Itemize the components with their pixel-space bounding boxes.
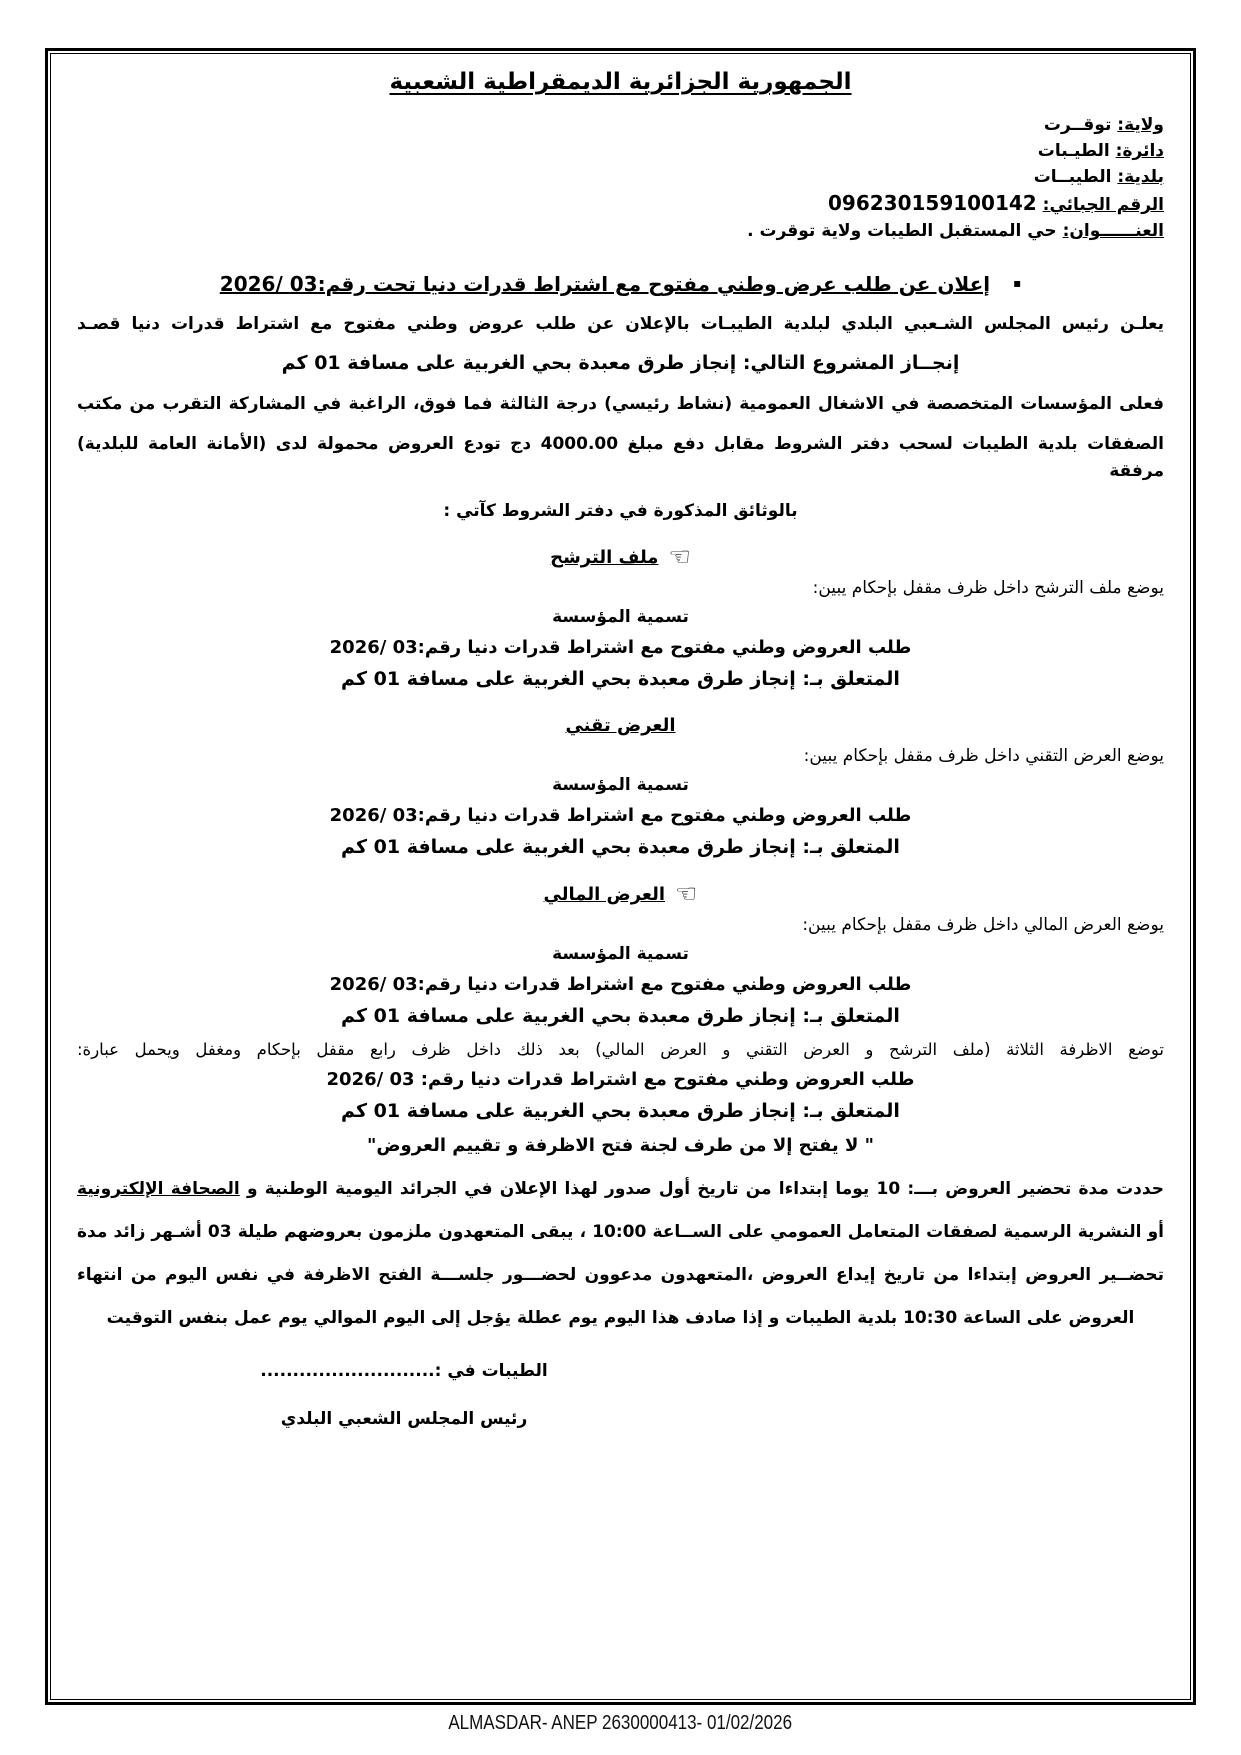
tax-number-value: 096230159100142	[827, 191, 1037, 215]
signature-block	[244, 1358, 564, 1432]
tender-reference-line: طلب العروض وطني مفتوح مع اشتراط قدرات دنيا رقم:03 /2026	[329, 637, 912, 658]
candidacy-envelope-instruction: يوضع ملف الترشح داخل ظرف مقفل بإحكام يبين:	[812, 578, 1164, 598]
wilaya-line	[77, 112, 1164, 138]
combined-envelopes-instruction: توضع الاظرفة الثلاثة (ملف الترشح و العرض التقني و العرض المالي) بعد ذلك داخل ظرف رابع مقفل بإحكام ومغفل ويحمل عبارة:	[77, 1040, 1164, 1059]
hand-pointer-icon: ☜	[675, 879, 698, 908]
section-financial-heading	[77, 879, 1164, 910]
square-bullet-icon: ▪	[1013, 276, 1022, 290]
anep-footer-text: ALMASDAR- ANEP 2630000413- 01/02/2026	[448, 1712, 793, 1734]
related-project-line: المتعلق بـ: إنجاز طرق معبدة بحي الغربية على مسافة 01 كم	[341, 1005, 900, 1027]
company-name-label: تسمية المؤسسة	[552, 775, 689, 795]
commune-value: الطيبــات	[1033, 167, 1112, 187]
deadline-text: حددت مدة تحضير العروض بـــ: 10 يوما إبتداءا من تاريخ أول صدور لهذا الإعلان في الجرائد اليومية الوطنية و	[239, 1179, 1164, 1199]
tender-reference-line: طلب العروض وطني مفتوح مع اشتراط قدرات دنيا رقم:03 /2026	[329, 974, 912, 995]
daira-label: دائرة:	[1115, 141, 1164, 161]
announcement-title-text: إعلان عن طلب عرض وطني مفتوح مع اشتراط قدرات دنيا تحت رقم:03 /2026	[219, 272, 991, 296]
republic-header	[77, 66, 1164, 98]
hand-pointer-icon: ☜	[668, 542, 691, 571]
section-candidacy-heading	[77, 542, 1164, 573]
page-border-inner	[50, 53, 1191, 1700]
related-project-line: المتعلق بـ: إنجاز طرق معبدة بحي الغربية على مسافة 01 كم	[341, 1100, 900, 1122]
commune-line	[77, 164, 1164, 190]
issuer-info-block	[77, 112, 1164, 244]
tax-number-label: الرقم الجبائي:	[1042, 195, 1164, 215]
related-project-line: المتعلق بـ: إنجاز طرق معبدة بحي الغربية على مسافة 01 كم	[341, 836, 900, 858]
address-line	[77, 218, 1164, 244]
deadline-paragraph-line-2: أو النشرية الرسمية لصفقات المتعامل العمومي على الســاعة 10:00 ، يبقى المتعهدون ملزمون بعروضهم طيلة 03 أشـهر زائد مدة	[77, 1222, 1165, 1242]
signature-place-date: الطيبات في :...........................	[260, 1361, 548, 1381]
electronic-press-underlined: الصحافة الإلكترونية	[77, 1179, 240, 1199]
related-project-line: المتعلق بـ: إنجاز طرق معبدة بحي الغربية على مسافة 01 كم	[341, 668, 900, 690]
page-border	[45, 48, 1196, 1705]
anep-footer	[0, 1712, 1241, 1735]
technical-envelope-instruction: يوضع العرض التقني داخل ظرف مقفل بإحكام يبين:	[803, 746, 1164, 766]
tender-reference-line: طلب العروض وطني مفتوح مع اشتراط قدرات دنيا رقم:03 /2026	[329, 805, 912, 826]
conditions-line-1: فعلى المؤسسات المتخصصة في الاشغال العمومية (نشاط رئيسي) درجة الثالثة فما فوق، الراغبة في المشاركة التقرب من مكتب	[77, 394, 1164, 414]
financial-envelope-instruction: يوضع العرض المالي داخل ظرف مقفل بإحكام يبين:	[802, 915, 1164, 935]
section-technical-heading	[77, 711, 1164, 741]
commune-label: بلدية:	[1117, 167, 1164, 187]
address-label: العنــــــوان:	[1062, 221, 1164, 241]
conditions-line-3: بالوثائق المذكورة في دفتر الشروط كآتي :	[443, 501, 798, 521]
republic-header-text: الجمهورية الجزائرية الديمقراطية الشعبية	[389, 69, 852, 95]
tax-number-line	[77, 190, 1164, 218]
wilaya-label: ولاية:	[1117, 115, 1164, 135]
daira-value: الطيـبات	[1037, 141, 1110, 161]
announcement-title	[77, 268, 1164, 300]
section-financial-title: العرض المالي	[543, 884, 666, 905]
conditions-line-2: الصفقات بلدية الطيبات لسحب دفتر الشروط مقابل دفع مبلغ 4000.00 دج تودع العروض محمولة لدى (الأمانة العامة للبلدية) مرفقة	[77, 434, 1164, 481]
deadline-paragraph-line-3: تحضــير العروض إبتداءا من تاريخ إيداع العروض ،المتعهدون مدعوون لحضـــور جلســـة الفتح الاظرفة في نفس اليوم من انتهاء	[77, 1265, 1164, 1285]
wilaya-value: توقــرت	[1043, 115, 1112, 135]
section-technical-title: العرض تقني	[565, 715, 676, 736]
project-line: إنجــاز المشروع التالي: إنجاز طرق معبدة بحي الغربية على مسافة 01 كم	[281, 352, 960, 374]
deadline-paragraph-line-1	[77, 1176, 1164, 1203]
company-name-label: تسمية المؤسسة	[552, 607, 689, 627]
company-name-label: تسمية المؤسسة	[552, 944, 689, 964]
document-content	[51, 54, 1190, 1699]
do-not-open-notice: " لا يفتح إلا من طرف لجنة فتح الاظرفة و تقييم العروض"	[366, 1135, 875, 1156]
intro-paragraph: يعلـن رئيس المجلس الشـعبي البلدي لبلدية الطيبـات بالإعلان عن طلب عروض وطني مفتوح مع اشتراط قدرات دنيا قصـد	[77, 314, 1164, 334]
daira-line	[77, 138, 1164, 164]
section-candidacy-title: ملف الترشح	[550, 547, 659, 568]
address-value: حي المستقبل الطيبات ولاية توقرت .	[747, 221, 1057, 241]
signature-title: رئيس المجلس الشعبي البلدي	[280, 1409, 528, 1429]
tender-reference-line: طلب العروض وطني مفتوح مع اشتراط قدرات دنيا رقم: 03 /2026	[326, 1069, 915, 1090]
deadline-paragraph-line-4: العروض على الساعة 10:30 بلدية الطيبات و إذا صادف هذا اليوم يوم عطلة يؤجل إلى اليوم الموالي يوم عمل بنفس التوقيت	[106, 1308, 1135, 1328]
